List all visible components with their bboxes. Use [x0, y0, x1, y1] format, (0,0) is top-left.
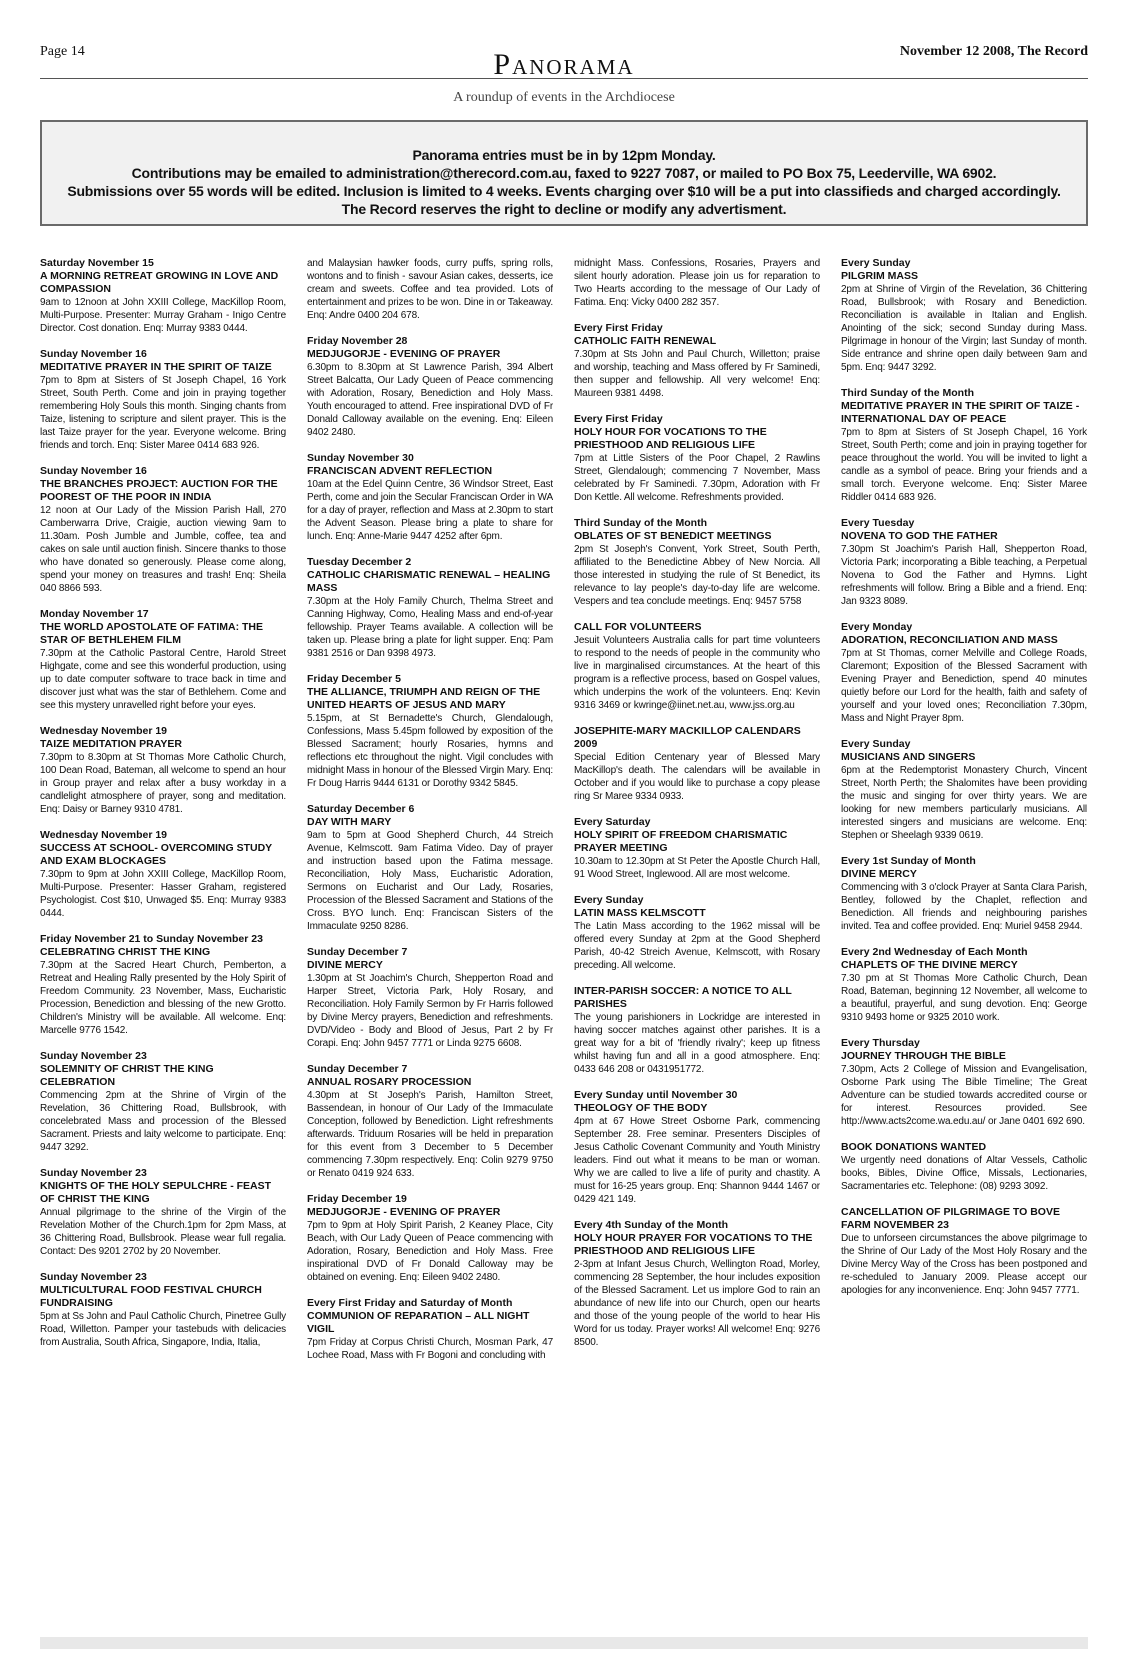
event-date: Every Sunday: [841, 257, 911, 269]
event-entry: [841, 946, 1087, 1024]
event-date: Sunday December 7: [307, 1063, 408, 1075]
event-date: Saturday December 6: [307, 803, 415, 815]
event-body: 4pm at 67 Howe Street Osborne Park, commencing September 28. Free seminar. Presenters Disciples of Jesus Catholic Covenant Community and Youth Ministry leaders. Find out what it means to be man or woman. Why we are called to live a life of purity and chastity. A must for 16-25 years group. Enq: Shannon 9444 1467 or 0429 421 149.: [574, 1116, 820, 1205]
event-date: Every First Friday: [574, 322, 663, 334]
event-date: Wednesday November 19: [40, 829, 168, 841]
event-entry: [841, 855, 1087, 933]
event-body: 7pm at St Thomas, corner Melville and College Roads, Claremont; Exposition of the Blessed Sacrament with Evening Prayer and Benediction, spend 40 minutes quietly before our Lord for the health, faith and safety of yourself and your loved ones; Reconciliation 7.30pm, Mass and Night Prayer 8pm.: [841, 648, 1087, 724]
event-body: 7pm at Little Sisters of the Poor Chapel, 2 Rawlins Street, Glendalough; commencing 7 November, Mass celebrated by Fr Saminedi. 7.30pm, Adoration with Fr Don Kettle. All welcome. Refreshments provided.: [574, 453, 820, 503]
event-entry: [574, 322, 820, 400]
event-date: Every First Friday and Saturday of Month: [307, 1297, 513, 1309]
event-body: 9am to 5pm at Good Shepherd Church, 44 Streich Avenue, Kelmscott. 9am Fatima Video. Day of prayer and instruction based upon the Fatima message. Reconciliation, Holy Mass, Eucharistic Adoration, Sermons on Eucharist and Our Lady, Rosaries, Procession of the Blessed Sacrament and Stations of the Cross. BYO lunch. Enq: Franciscan Sisters of the Immaculate 9250 8286.: [307, 830, 553, 932]
event-title: TAIZE MEDITATION PRAYER: [40, 738, 182, 750]
event-title: MUSICIANS AND SINGERS: [841, 751, 976, 763]
event-body: 7.30pm at the Catholic Pastoral Centre, Harold Street Highgate, come and see this wonderful production, using up to date computer software to trace back in time and discover just what was the star of Bethlehem. Come and see this mystery unravelled right before your eyes.: [40, 648, 286, 711]
event-date: Every Sunday: [574, 894, 644, 906]
header-rule: [40, 78, 1088, 79]
event-body: 7.30pm to 8.30pm at St Thomas More Catholic Church, 100 Dean Road, Bateman, all welcome to spend an hour in Group prayer and relax after a busy workday in a candlelight atmosphere of prayer, song and meditation. Enq: Daisy or Barney 9310 4781.: [40, 752, 286, 815]
event-title: JOSEPHITE-MARY MACKILLOP CALENDARS 2009: [574, 725, 801, 750]
event-title: CHAPLETS OF THE DIVINE MERCY: [841, 959, 1018, 971]
event-title: PILGRIM MASS: [841, 270, 919, 282]
notice-rules: Submissions over 55 words will be edited. Inclusion is limited to 4 weeks. Events charging over $10 will be a put into classifieds and charged accordingly.: [67, 183, 1061, 199]
event-entry: [40, 465, 286, 595]
event-date: Sunday November 16: [40, 348, 147, 360]
event-title: KNIGHTS OF THE HOLY SEPULCHRE - FEAST OF CHRIST THE KING: [40, 1180, 272, 1205]
event-title: SOLEMNITY OF CHRIST THE KING CELEBRATION: [40, 1063, 214, 1088]
event-title: DAY WITH MARY: [307, 816, 392, 828]
event-entry: [40, 933, 286, 1037]
event-date: Every 1st Sunday of Month: [841, 855, 976, 867]
event-title: THEOLOGY OF THE BODY: [574, 1102, 708, 1114]
event-body: 7pm to 8pm at Sisters of St Joseph Chapel, 16 York Street, South Perth. Come and join in praying together remembering Holy Souls this month. Singing chants from Taize, listening to scripture and silent prayer. This is the last Taize prayer for the year. Everyone welcome. Bring friends and torch. Enq: Sister Maree 0414 683 926.: [40, 375, 286, 451]
event-entry: [307, 452, 553, 543]
event-date: Sunday November 30: [307, 452, 414, 464]
event-body: 7.30pm at Sts John and Paul Church, Willetton; praise and worship, teaching and Mass offered by Fr Saminedi, then supper and fellowship. All very welcome! Enq: Maureen 9381 4498.: [574, 349, 820, 399]
event-body: 7.30pm, Acts 2 College of Mission and Evangelisation, Osborne Park using The Bible Timeline; The Great Adventure can be studied towards accredited course or for interest. Resources provided. See http://www.acts2come.wa.edu.au/ or Jane 0401 692 690.: [841, 1064, 1087, 1127]
event-entry: [40, 725, 286, 816]
section-title: Panorama: [493, 48, 635, 81]
event-entry: [40, 829, 286, 920]
event-entry: [307, 556, 553, 660]
event-body: 7.30pm at the Holy Family Church, Thelma Street and Canning Highway, Como, Healing Mass and end-of-year fellowship. Prayer Teams available. A collection will be taken up. Please bring a plate for light supper. Enq: Pam 9381 2516 or Dan 9398 4973.: [307, 596, 553, 659]
event-title: OBLATES OF ST BENEDICT MEETINGS: [574, 530, 772, 542]
event-entry: [40, 1271, 286, 1349]
event-body: 7pm to 9pm at Holy Spirit Parish, 2 Keaney Place, City Beach, with Our Lady Queen of Peace commencing with Adoration, Rosary, Benediction and Holy Mass. Free inspirational DVD of Fr Donald Calloway may be obtained on evening. Enq: Eileen 9402 2480.: [307, 1220, 553, 1283]
event-body: 7.30pm to 9pm at John XXIII College, MacKillop Room, Multi-Purpose. Presenter: Hasser Graham, registered Psychologist. Cost $10, Unwaged $5. Enq: Murray 9383 0444.: [40, 869, 286, 919]
event-body: 7.30 pm at St Thomas More Catholic Church, Dean Road, Bateman, beginning 12 November, all welcome to a beautiful, prayerful, and sung devotion. Enq: George 9310 9493 home or 9325 2010 work.: [841, 973, 1087, 1023]
event-title: SUCCESS AT SCHOOL- OVERCOMING STUDY AND EXAM BLOCKAGES: [40, 842, 272, 867]
event-title: MEDITATIVE PRAYER IN THE SPIRIT OF TAIZE: [40, 361, 272, 373]
event-entry: [574, 725, 820, 803]
event-body: 7.30pm St Joachim's Parish Hall, Shepperton Road, Victoria Park; incorporating a Bible teaching, a Perpetual Novena to God the Father and Hymns. Light refreshments will follow. Bring a Bible and a friend. Enq: Jan 9323 8089.: [841, 544, 1087, 607]
event-body: and Malaysian hawker foods, curry puffs, spring rolls, wontons and to finish - savour Asian cakes, desserts, ice cream and sweets. Coffee and tea provided. Lots of entertainment and prizes to be won. Dine in or Takeaway. Enq: Andre 0400 204 678.: [307, 258, 553, 321]
event-body: The Latin Mass according to the 1962 missal will be offered every Sunday at 2pm at the Good Shepherd Parish, 40-42 Streich Avenue, Kelmscott, with Rosary preceding. All welcome.: [574, 921, 820, 971]
event-entry: [307, 1063, 553, 1180]
event-entry: [841, 621, 1087, 725]
event-entry: [307, 257, 553, 322]
event-title: NOVENA TO GOD THE FATHER: [841, 530, 998, 542]
event-body: 12 noon at Our Lady of the Mission Parish Hall, 270 Camberwarra Drive, Craigie, auction viewing 9am to 11.30am. Posh Jumble and Jumble, coffee, tea and cakes on sale until auction finish. Sincere thanks to those who have donated so generously. Please come along, spend your money on treasures and trash! Enq: Sheila 040 8866 593.: [40, 505, 286, 594]
event-body: We urgently need donations of Altar Vessels, Catholic books, Bibles, Divine Office, Missals, Lectionaries, Sacramentaries etc. Telephone: (08) 9293 3092.: [841, 1155, 1087, 1192]
event-date: Sunday December 7: [307, 946, 408, 958]
event-entry: [841, 738, 1087, 842]
event-body: Commencing 2pm at the Shrine of Virgin of the Revelation, 36 Chittering Road, Bullsbrook, with concelebrated Mass and procession of the Blessed Sacrament. Priests and laity welcome to participate. Enq: 9447 3292.: [40, 1090, 286, 1153]
event-body: Due to unforseen circumstances the above pilgrimage to the Shrine of Our Lady of the Most Holy Rosary and the Divine Mercy Way of the Cross has been postponed and re-scheduled to January 2009. Please accept our apologies for any inconvenience. Enq: John 9457 7771.: [841, 1233, 1087, 1296]
event-entry: [841, 1141, 1087, 1193]
event-date: Sunday November 16: [40, 465, 147, 477]
event-entry: [574, 517, 820, 608]
event-entry: [841, 1206, 1087, 1297]
event-entry: [40, 348, 286, 452]
event-date: Saturday November 15: [40, 257, 154, 269]
event-body: 1.30pm at St Joachim's Church, Shepperton Road and Harper Street, Victoria Park, Holy Rosary, and Reconciliation. Holy Family Sermon by Fr Harris followed by Divine Mercy prayers, Benediction and refreshments. DVD/Video - Body and Blood of Jesus, Part 2 by Fr Corapi. Enq: John 9457 7771 or Linda 9275 6608.: [307, 973, 553, 1049]
section-subtitle: A roundup of events in the Archdiocese: [453, 90, 675, 105]
event-body: 9am to 12noon at John XXIII College, MacKillop Room, Multi-Purpose. Presenter: Murray Graham - Inigo Centre Director. Cost donation. Enq: Murray 9383 0444.: [40, 297, 286, 334]
event-date: Sunday November 23: [40, 1167, 147, 1179]
event-entry: [841, 517, 1087, 608]
event-date: Monday November 17: [40, 608, 149, 620]
event-entry: [40, 1050, 286, 1154]
event-entry: [307, 946, 553, 1050]
event-title: DIVINE MERCY: [307, 959, 383, 971]
notice-disclaimer: The Record reserves the right to decline or modify any advertisment.: [341, 201, 787, 217]
event-entry: [841, 1037, 1087, 1128]
event-title: JOURNEY THROUGH THE BIBLE: [841, 1050, 1006, 1062]
event-date: Tuesday December 2: [307, 556, 412, 568]
event-body: 7pm to 8pm at Sisters of St Joseph Chapel, 16 York Street, South Perth; come and join in praying together for peace throughout the world. You will be invited to light a candle as a symbol of peace. Bring your friends and a small torch. Everyone welcome. Enq: Sister Maree Riddler 0414 683 926.: [841, 427, 1087, 503]
column-3: [574, 257, 820, 1627]
event-title: ADORATION, RECONCILIATION AND MASS: [841, 634, 1058, 646]
event-body: 10am at the Edel Quinn Centre, 36 Windsor Street, East Perth, come and join the Secular Franciscan Order in WA for a day of prayer, reflection and Mass at 2.30pm to start the Advent Season. Please bring a plate to share for lunch. Enq: Anne-Marie 9447 4252 after 6pm.: [307, 479, 553, 542]
event-title: INTER-PARISH SOCCER: A NOTICE TO ALL PARISHES: [574, 985, 792, 1010]
event-date: Every Saturday: [574, 816, 651, 828]
event-date: Every Monday: [841, 621, 913, 633]
event-body: 7pm Friday at Corpus Christi Church, Mosman Park, 47 Lochee Road, Mass with Fr Bogoni and concluding with: [307, 1337, 553, 1361]
event-date: Every Tuesday: [841, 517, 915, 529]
event-entry: [574, 1219, 820, 1349]
event-body: Annual pilgrimage to the shrine of the Virgin of the Revelation Mother of the Church.1pm for 2pm Mass, at 36 Chittering Road, Bullsbrook. Please wear full regalia. Contact: Des 9201 2702 by 20 November.: [40, 1207, 286, 1257]
event-entry: [307, 1193, 553, 1284]
event-date: Every 2nd Wednesday of Each Month: [841, 946, 1028, 958]
event-body: 5pm at Ss John and Paul Catholic Church, Pinetree Gully Road, Willetton. Pamper your tastebuds with delicacies from Australia, South Africa, Singapore, India, Italia,: [40, 1311, 286, 1348]
event-title: CALL FOR VOLUNTEERS: [574, 621, 702, 633]
event-title: MEDJUGORJE - EVENING OF PRAYER: [307, 1206, 501, 1218]
event-entry: [574, 257, 820, 309]
event-body: 4.30pm at St Joseph's Parish, Hamilton Street, Bassendean, in honour of Our Lady of the Immaculate Conception, followed by Benediction. Light refreshments afterwards. Triduum Rosaries will be held in preparation for this event from 3 December to 5 December commencing 7.30pm respectively. Enq: Colin 9279 9750 or Renato 0419 924 633.: [307, 1090, 553, 1179]
issue-date: November 12 2008, The Record: [899, 44, 1088, 59]
event-entry: [574, 621, 820, 712]
event-date: Friday December 19: [307, 1193, 407, 1205]
event-body: 7.30pm at the Sacred Heart Church, Pemberton, a Retreat and Healing Rally presented by the Holy Spirit of Freedom Community. 23 November, Mass, Eucharistic Procession, Benediction and blessing of the new Grotto. Children's Ministry will be available. All welcome. Enq: Marcelle 9776 1542.: [40, 960, 286, 1036]
event-entry: [574, 894, 820, 972]
event-title: CELEBRATING CHRIST THE KING: [40, 946, 211, 958]
page-number: Page 14: [40, 44, 85, 59]
event-date: Friday December 5: [307, 673, 401, 685]
event-date: Third Sunday of the Month: [574, 517, 707, 529]
event-body: Commencing with 3 o'clock Prayer at Santa Clara Parish, Bentley, followed by the Chaplet, reflection and Benediction. All friends and neighbouring parishes invited. Tea and coffee provided. Enq: Muriel 9458 2944.: [841, 882, 1087, 932]
event-title: HOLY HOUR PRAYER FOR VOCATIONS TO THE PRIESTHOOD AND RELIGIOUS LIFE: [574, 1232, 813, 1257]
event-entry: [307, 335, 553, 439]
event-entry: [574, 816, 820, 881]
event-date: Friday November 21 to Sunday November 23: [40, 933, 263, 945]
event-entry: [574, 985, 820, 1076]
event-date: Friday November 28: [307, 335, 408, 347]
event-title: THE ALLIANCE, TRIUMPH AND REIGN OF THE UNITED HEARTS OF JESUS AND MARY: [307, 686, 541, 711]
events-columns: [40, 257, 1088, 1627]
page-header: [40, 40, 1088, 110]
event-entry: [574, 1089, 820, 1206]
event-title: FRANCISCAN ADVENT REFLECTION: [307, 465, 493, 477]
event-body: 5.15pm, at St Bernadette's Church, Glendalough, Confessions, Mass 5.45pm followed by exposition of the Blessed Sacrament; hourly Rosaries, hymns and reflections etc throughout the night. Vigil concludes with midnight Mass in honour of the Blessed Virgin Mary. Enq: Fr Doug Harris 9444 6131 or Dorothy 9342 5845.: [307, 713, 553, 789]
event-title: HOLY HOUR FOR VOCATIONS TO THE PRIESTHOOD AND RELIGIOUS LIFE: [574, 426, 767, 451]
event-title: THE BRANCHES PROJECT: AUCTION FOR THE POOREST OF THE POOR IN INDIA: [40, 478, 278, 503]
event-entry: [307, 1297, 553, 1362]
event-title: BOOK DONATIONS WANTED: [841, 1141, 987, 1153]
event-date: Every Sunday until November 30: [574, 1089, 738, 1101]
event-entry: [40, 257, 286, 335]
event-date: Wednesday November 19: [40, 725, 168, 737]
event-body: 6pm at the Redemptorist Monastery Church, Vincent Street, North Perth; the Shalomites have been providing the music and singing for over thirty years. We are looking for new members particularly musicians. All interested singers and musicians are welcome. Enq: Stephen or Sheelagh 9339 0619.: [841, 765, 1087, 841]
column-1: [40, 257, 286, 1627]
event-body: 2-3pm at Infant Jesus Church, Wellington Road, Morley, commencing 28 September, the hour includes exposition of the Blessed Sacrament. Let us implore God to rain an abundance of new life into our Church, open our hearts and those of the young people of the world to hear His Word for us today. Prayer works! All welcome! Enq: 9276 8500.: [574, 1259, 820, 1348]
event-body: Jesuit Volunteers Australia calls for part time volunteers to respond to the needs of people in the community who live in marginalised circumstances. At the heart of this program is a reflective process, based on Gospel values, which underpins the work of the volunteers. Enq: Kevin 9316 3469 or kwringe@iinet.net.au, www.jss.org.au: [574, 635, 820, 711]
event-body: 6.30pm to 8.30pm at St Lawrence Parish, 394 Albert Street Balcatta, Our Lady Queen of Peace commencing with Adoration, Rosary, Benediction and Holy Mass. Youth encouraged to attend. Free inspirational DVD of Fr Donald Calloway available on the evening. Enq: Eileen 9402 2480.: [307, 362, 553, 438]
event-entry: [307, 803, 553, 933]
column-4: [841, 257, 1087, 1627]
event-body: 2pm at Shrine of Virgin of the Revelation, 36 Chittering Road, Bullsbrook; with Rosary and Benediction. Reconciliation is available in Italian and English. Anointing of the sick; second Sunday during Mass. Pilgrimage in honour of the Virgin; last Sunday of month. Side entrance and shrine open daily between 9am and 5pm. Enq: 9447 3292.: [841, 284, 1087, 373]
event-title: MEDITATIVE PRAYER IN THE SPIRIT OF TAIZE - INTERNATIONAL DAY OF PEACE: [841, 400, 1080, 425]
event-title: MULTICULTURAL FOOD FESTIVAL CHURCH FUNDRAISING: [40, 1284, 262, 1309]
event-entry: [307, 673, 553, 790]
event-date: Every First Friday: [574, 413, 663, 425]
event-entry: [841, 257, 1087, 374]
notice-contact: Contributions may be emailed to administration@therecord.com.au, faxed to 9227 7087, or mailed to PO Box 75, Leederville, WA 6902.: [131, 165, 997, 181]
event-body: 2pm St Joseph's Convent, York Street, South Perth, affiliated to the Benedictine Abbey of New Norcia. All those interested in studying the rule of St Benedict, its relevance to lay people's day-to-day life are welcome. Vespers and tea conclude meetings. Enq: 9457 5758: [574, 544, 820, 607]
event-body: The young parishioners in Lockridge are interested in having soccer matches against other parishes. It is a great way for a bit of 'friendly rivalry'; keep up fitness whilst having fun and all in a good atmosphere. Enq: 0433 646 208 or 0431951772.: [574, 1012, 820, 1075]
event-body: 10.30am to 12.30pm at St Peter the Apostle Church Hall, 91 Wood Street, Inglewood. All are most welcome.: [574, 856, 820, 880]
event-entry: [841, 387, 1087, 504]
event-title: CATHOLIC FAITH RENEWAL: [574, 335, 717, 347]
event-title: THE WORLD APOSTOLATE OF FATIMA: THE STAR OF BETHLEHEM FILM: [40, 621, 264, 646]
event-title: COMMUNION OF REPARATION – ALL NIGHT VIGIL: [307, 1310, 530, 1335]
column-2: [307, 257, 553, 1627]
submission-notice: [40, 120, 1088, 226]
event-entry: [40, 1167, 286, 1258]
event-entry: [40, 608, 286, 712]
event-title: ANNUAL ROSARY PROCESSION: [307, 1076, 472, 1088]
event-body: midnight Mass. Confessions, Rosaries, Prayers and silent hourly adoration. Please join us for reparation to Two Hearts according to the message of Our Lady of Fatima. Enq: Vicky 0400 282 357.: [574, 258, 820, 308]
event-date: Every 4th Sunday of the Month: [574, 1219, 729, 1231]
event-title: A MORNING RETREAT GROWING IN LOVE AND COMPASSION: [40, 270, 279, 295]
notice-deadline: Panorama entries must be in by 12pm Monday.: [412, 147, 716, 163]
event-title: DIVINE MERCY: [841, 868, 917, 880]
event-title: CATHOLIC CHARISMATIC RENEWAL – HEALING MASS: [307, 569, 551, 594]
event-date: Every Thursday: [841, 1037, 920, 1049]
event-date: Sunday November 23: [40, 1271, 147, 1283]
event-title: MEDJUGORJE - EVENING OF PRAYER: [307, 348, 501, 360]
event-title: HOLY SPIRIT OF FREEDOM CHARISMATIC PRAYER MEETING: [574, 829, 788, 854]
event-body: Special Edition Centenary year of Blessed Mary MacKillop's death. The calendars will be available in October and if you would like to purchase a copy please ring Sr Maree 9334 0933.: [574, 752, 820, 802]
event-title: LATIN MASS KELMSCOTT: [574, 907, 706, 919]
event-date: Sunday November 23: [40, 1050, 147, 1062]
event-date: Every Sunday: [841, 738, 911, 750]
event-title: CANCELLATION OF PILGRIMAGE TO BOVE FARM NOVEMBER 23: [841, 1206, 1060, 1231]
footer-bar: [40, 1637, 1088, 1649]
event-date: Third Sunday of the Month: [841, 387, 974, 399]
event-entry: [574, 413, 820, 504]
